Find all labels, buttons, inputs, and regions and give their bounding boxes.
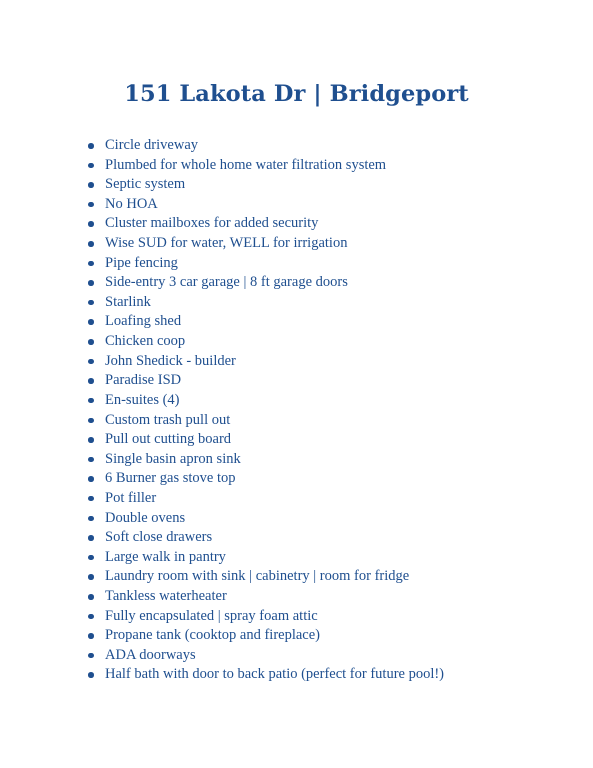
feature-text: Starlink <box>105 293 151 310</box>
feature-text: Half bath with door to back patio (perfect for future pool!) <box>105 666 445 683</box>
bullet-dot-icon <box>88 496 94 502</box>
bullet-dot-icon <box>88 457 94 463</box>
bullet-dot-icon <box>88 182 94 188</box>
bullet-dot-icon <box>88 555 94 561</box>
feature-text: Paradise ISD <box>105 372 182 389</box>
feature-text: Circle driveway <box>105 137 199 153</box>
feature-text: Double ovens <box>105 509 186 526</box>
bullet-dot-icon <box>88 418 94 424</box>
bullet-dot-icon <box>88 319 94 325</box>
feature-text: No HOA <box>105 195 158 212</box>
bullet-dot-icon <box>88 300 94 306</box>
feature-text: Propane tank (cooktop and fireplace) <box>105 627 320 644</box>
bullet-dot-icon <box>88 221 94 227</box>
bullet-dot-icon <box>88 437 94 443</box>
bullet-dot-icon <box>88 574 94 580</box>
feature-text: Chicken coop <box>105 333 186 350</box>
bullet-dot-icon <box>88 398 94 404</box>
feature-text: Pot filler <box>105 489 157 506</box>
bullet-dot-icon <box>88 163 94 169</box>
bullet-dot-icon <box>88 633 94 639</box>
bullet-dot-icon <box>88 378 94 384</box>
feature-text: Single basin apron sink <box>105 450 241 467</box>
feature-text: 6 Burner gas stove top <box>105 470 236 487</box>
feature-text: ADA doorways <box>105 646 196 663</box>
bullet-dot-icon <box>88 614 94 620</box>
feature-text: Fully encapsulated | spray foam attic <box>105 607 318 624</box>
feature-text: Septic system <box>105 176 186 193</box>
feature-text: Pull out cutting board <box>105 431 232 448</box>
bullet-dot-icon <box>88 359 94 365</box>
bullet-dot-icon <box>88 653 94 659</box>
feature-text: Large walk in pantry <box>105 548 226 565</box>
feature-text: John Shedick - builder <box>105 352 236 369</box>
bullet-dot-icon <box>88 241 94 247</box>
feature-text: Plumbed for whole home water filtration system <box>105 156 387 173</box>
feature-text: Soft close drawers <box>105 529 213 546</box>
page-title: 151 Lakota Dr | Bridgeport <box>124 81 469 108</box>
feature-text: Custom trash pull out <box>105 411 231 428</box>
feature-text: Wise SUD for water, WELL for irrigation <box>105 235 348 252</box>
bullet-dot-icon <box>88 143 94 149</box>
bullet-dot-icon <box>88 672 94 678</box>
feature-text: Tankless waterheater <box>105 588 227 605</box>
feature-text: Laundry room with sink | cabinetry | room for fridge <box>105 568 410 585</box>
bullet-dot-icon <box>88 516 94 522</box>
bullet-dot-icon <box>88 476 94 482</box>
bullet-dot-icon <box>88 261 94 267</box>
bullet-dot-icon <box>88 280 94 286</box>
feature-text: Loafing shed <box>105 313 182 330</box>
feature-text: En-suites (4) <box>105 391 180 408</box>
bullet-dot-icon <box>88 202 94 208</box>
bullet-dot-icon <box>88 535 94 541</box>
feature-text: Cluster mailboxes for added security <box>105 215 319 232</box>
feature-text: Side-entry 3 car garage | 8 ft garage doors <box>105 274 348 291</box>
bullet-dot-icon <box>88 339 94 345</box>
bullet-dot-icon <box>88 594 94 600</box>
feature-text: Pipe fencing <box>105 254 178 271</box>
